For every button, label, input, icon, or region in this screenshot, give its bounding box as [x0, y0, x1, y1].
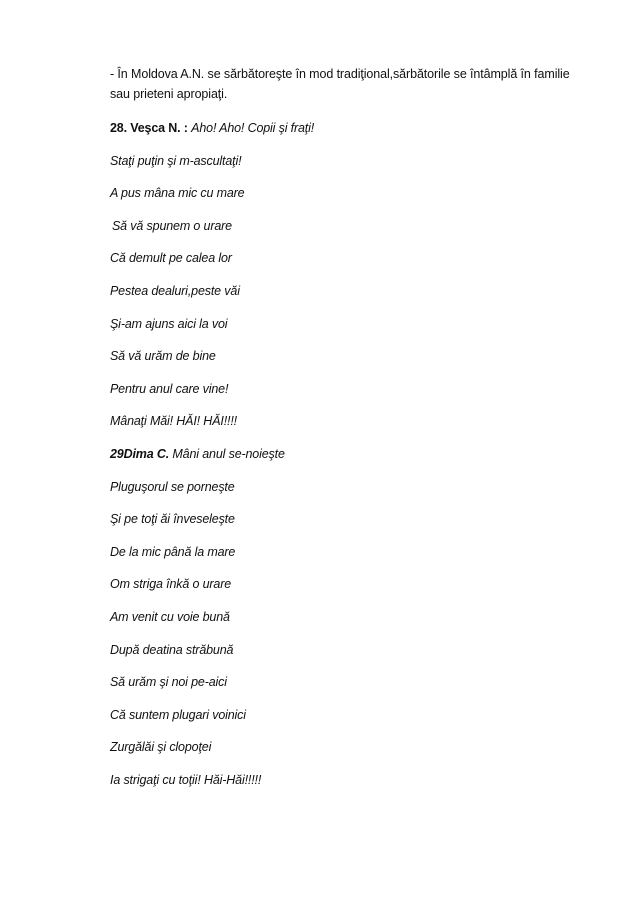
- verse-line: După deatina străbună: [110, 642, 234, 657]
- verse-line: Pestea dealuri,peste văi: [110, 283, 240, 298]
- verse-line: Să urăm şi noi pe-aici: [110, 675, 227, 690]
- section-29-heading: [110, 446, 590, 462]
- verse-line: Ia strigaţi cu toţii! Hăi-Hăi!!!!!: [110, 772, 262, 787]
- verse-line: Pluguşorul se porneşte: [110, 479, 235, 494]
- verse-line: A pus mâna mic cu mare: [110, 186, 245, 201]
- verse-line: Să vă urăm de bine: [110, 349, 216, 364]
- verse-line: Staţi puţin şi m-ascultaţi!: [110, 153, 242, 168]
- section-28-speaker: 28. Veşca N.: [110, 121, 181, 135]
- intro-paragraph: - În Moldova A.N. se sărbătoreşte în mod tradiţional,sărbătorile se întâmplă în familie sau prieteni apropiaţi.: [110, 67, 570, 101]
- verse-line: Zurgălăi şi clopoţei: [110, 740, 212, 755]
- section-28-separator: :: [180, 121, 192, 135]
- verse-line: Mânaţi Măi! HĂI! HĂI!!!!: [110, 414, 237, 429]
- verse-line: Că suntem plugari voinici: [110, 707, 246, 722]
- verse-line: Şi pe toţi ăi înveseleşte: [110, 512, 235, 527]
- document-content: [110, 64, 590, 804]
- section-28-heading: [110, 120, 590, 136]
- verse-line: De la mic până la mare: [110, 544, 236, 559]
- verse-line: Să vă spunem o urare: [112, 218, 232, 233]
- verse-line: Pentru anul care vine!: [110, 381, 229, 396]
- verse-line: Am venit cu voie bună: [110, 609, 230, 624]
- section-29-speaker: 29Dima C.: [110, 446, 170, 461]
- verse-line: Şi-am ajuns aici la voi: [110, 316, 228, 331]
- verse-line: Om striga înkă o urare: [110, 577, 232, 592]
- verse-line: Că demult pe calea lor: [110, 251, 232, 266]
- section-29-first-line: Mâni anul se-noieşte: [169, 446, 285, 461]
- section-28-first-line: Aho! Aho! Copii şi fraţi!: [191, 121, 315, 135]
